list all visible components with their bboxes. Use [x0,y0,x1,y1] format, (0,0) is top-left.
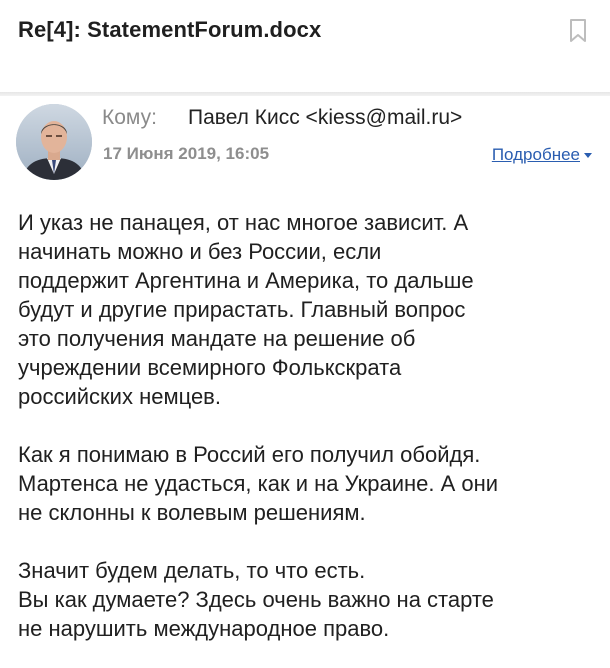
recipient[interactable]: Павел Кисс <kiess@mail.ru> [188,106,463,129]
body-line: не нарушить международное право. [18,616,390,641]
details-label: Подробнее [491,145,580,164]
details-link[interactable] [492,145,592,165]
body-paragraph-2 [18,440,598,527]
chevron-down-icon [584,153,592,158]
email-subject: Re[4]: StatementForum.docx [18,17,322,42]
body-line: Мартенса не удасться, как и на Украине. А они [18,471,499,496]
body-line: Вы как думаете? Здесь очень важно на старте [18,587,494,612]
body-line: учреждении всемирного Фолькскрата [18,355,402,380]
body-line: начинать можно и без России, если [18,239,382,264]
body-paragraph-3 [18,556,598,643]
message-date: 17 Июня 2019, 16:05 [103,144,270,163]
subject-bar [0,0,610,70]
body-paragraph-1 [18,208,598,411]
body-line: будут и другие прирастать. Главный вопрос [18,297,466,322]
body-line: И указ не панацея, от нас многое зависит. А [18,210,469,235]
sender-avatar[interactable] [16,104,92,180]
body-line: не склонны к волевым решениям. [18,500,366,525]
message-header [0,96,610,186]
body-line: это получения мандате на решение об [18,326,416,351]
body-line: Значит будем делать, то что есть. [18,558,366,583]
body-line: российских немцев. [18,384,221,409]
bookmark-icon[interactable] [568,18,588,44]
body-line: Как я понимаю в Россий его получил обойдя. [18,442,481,467]
message-body [18,208,598,668]
body-line: поддержит Аргентина и Америка, то дальше [18,268,474,293]
to-label: Кому: [102,106,157,129]
